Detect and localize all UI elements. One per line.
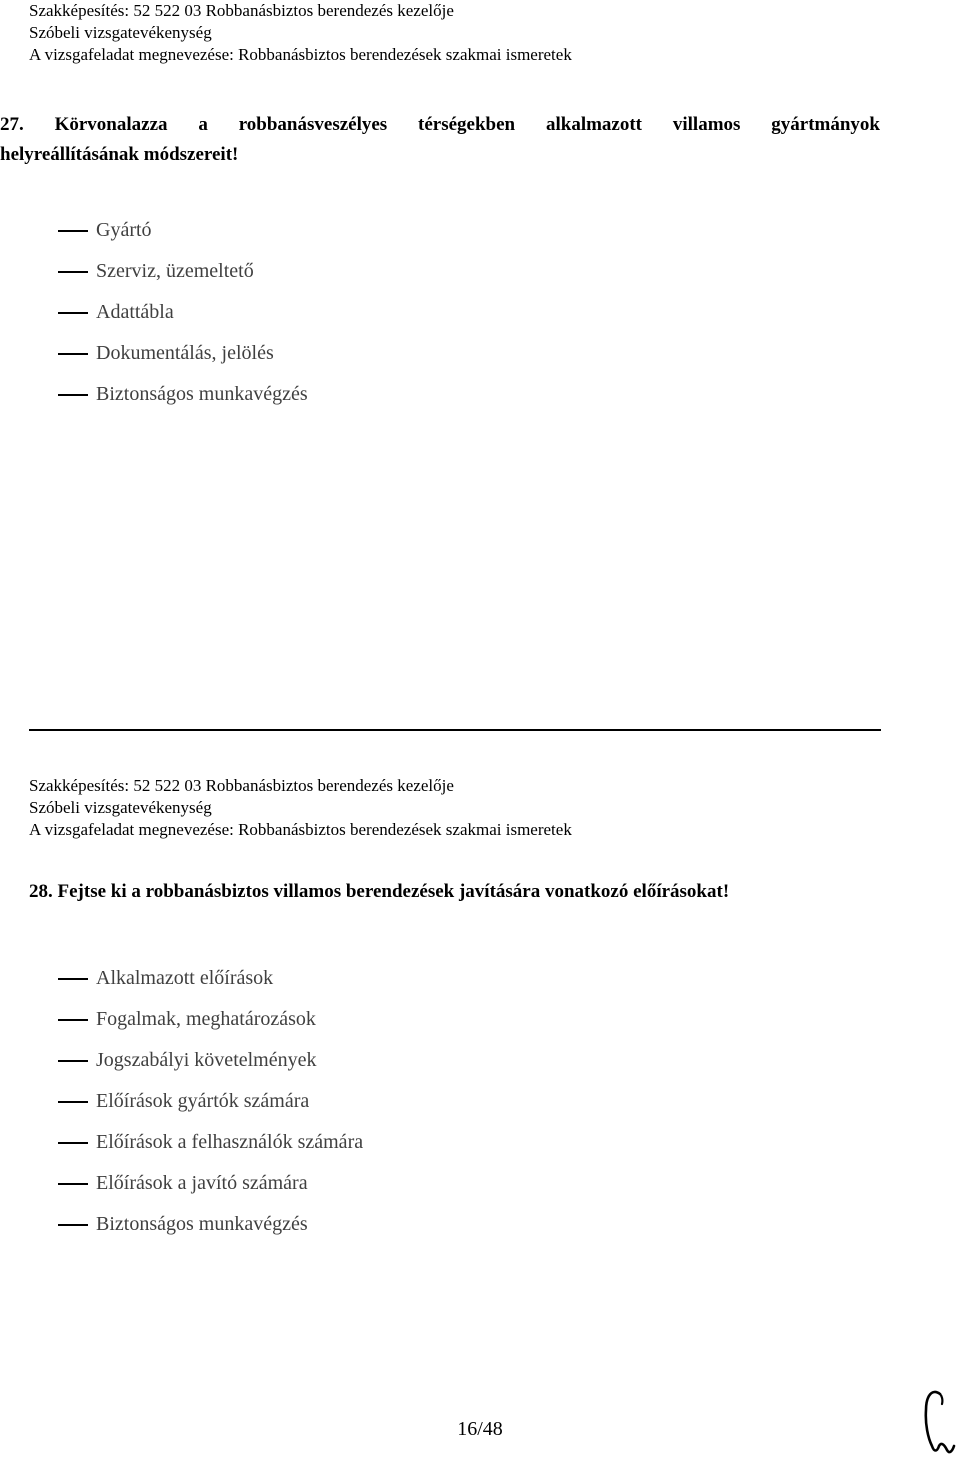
page-header-top <box>29 0 572 66</box>
question-27-title-line1: 27. Körvonalazza a robbanásveszélyes térségekben alkalmazott villamos gyártmányok <box>0 114 880 135</box>
dash-bullet-icon <box>58 1019 88 1021</box>
handwritten-signature-icon <box>918 1386 958 1458</box>
dash-bullet-icon <box>58 1060 88 1062</box>
dash-bullet-icon <box>58 394 88 396</box>
header-task-name: A vizsgafeladat megnevezése: Robbanásbiztos berendezések szakmai ismeretek <box>29 45 572 64</box>
header-qualification: Szakképesítés: 52 522 03 Robbanásbiztos berendezés kezelője <box>29 776 454 795</box>
dash-bullet-icon <box>58 978 88 980</box>
page-header-second <box>29 775 572 841</box>
question-28-title: 28. Fejtse ki a robbanásbiztos villamos berendezések javítására vonatkozó előírásokat! <box>29 881 730 902</box>
question-27-title-line2: helyreállításának módszereit! <box>0 144 239 165</box>
dash-bullet-icon <box>58 312 88 314</box>
dash-bullet-icon <box>58 1142 88 1144</box>
dash-bullet-icon <box>58 1224 88 1226</box>
dash-bullet-icon <box>58 271 88 273</box>
header-qualification: Szakképesítés: 52 522 03 Robbanásbiztos berendezés kezelője <box>29 1 454 20</box>
header-task-name: A vizsgafeladat megnevezése: Robbanásbiztos berendezések szakmai ismeretek <box>29 820 572 839</box>
page-separator-line <box>29 729 881 731</box>
dash-bullet-icon <box>58 1183 88 1185</box>
header-exam-activity: Szóbeli vizsgatevékenység <box>29 798 212 817</box>
dash-bullet-icon <box>58 1101 88 1103</box>
page-number: 16/48 <box>457 1418 503 1440</box>
dash-bullet-icon <box>58 230 88 232</box>
header-exam-activity: Szóbeli vizsgatevékenység <box>29 23 212 42</box>
dash-bullet-icon <box>58 353 88 355</box>
